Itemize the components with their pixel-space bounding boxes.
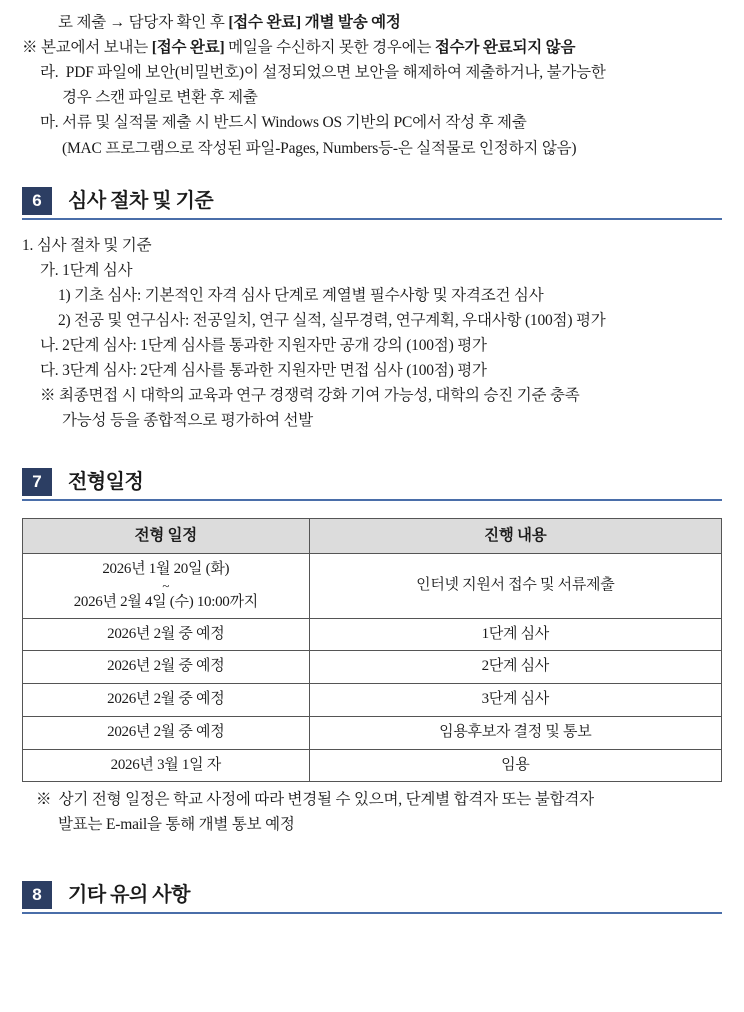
table-header-row	[23, 518, 722, 553]
table-body	[23, 554, 722, 782]
schedule-date-line: 2026년 2월 중 예정	[107, 723, 225, 740]
text-line	[22, 233, 722, 258]
schedule-content-cell: 2단계 심사	[309, 651, 721, 684]
schedule-note	[22, 787, 722, 837]
text-line	[58, 812, 722, 837]
text-line	[40, 60, 722, 85]
text-line	[40, 110, 722, 135]
schedule-date-line: 2026년 2월 중 예정	[107, 625, 225, 642]
plain-text: ※ 상기 전형 일정은 학교 사정에 따라 변경될 수 있으며, 단계별 합격자 또는 불합격자	[36, 791, 594, 809]
plain-text: 경우 스캔 파일로 변환 후 제출	[62, 89, 258, 107]
text-line	[40, 333, 722, 358]
schedule-date-line: ~	[162, 578, 170, 594]
section-divider	[22, 218, 722, 220]
section-heading-8	[22, 881, 722, 917]
section-number-badge: 8	[22, 881, 52, 909]
plain-text: 2) 전공 및 연구심사: 전공일치, 연구 실적, 실무경력, 연구계획, 우대사항 (100점) 평가	[58, 311, 606, 329]
text-line	[62, 136, 722, 161]
schedule-table	[22, 518, 722, 783]
schedule-date-cell	[23, 716, 310, 749]
schedule-date-line: 2026년 2월 4일 (수) 10:00까지	[73, 594, 258, 611]
plain-text: 나. 2단계 심사: 1단계 심사를 통과한 지원자만 공개 강의 (100점) 평가	[40, 337, 487, 355]
text-line	[58, 308, 722, 333]
section6-body	[22, 233, 722, 434]
text-line	[62, 85, 722, 110]
text-line	[58, 10, 722, 35]
schedule-content-cell: 임용	[309, 749, 721, 782]
table-header-cell: 진행 내용	[309, 518, 721, 553]
section-number-badge: 7	[22, 468, 52, 496]
plain-text: ※ 본교에서 보내는	[22, 39, 152, 57]
schedule-date-line: 2026년 1월 20일 (화)	[102, 561, 230, 577]
emphasis-text: 개별 발송 예정	[304, 14, 401, 31]
section-divider	[22, 912, 722, 914]
text-line	[36, 787, 722, 812]
section-divider	[22, 499, 722, 501]
plain-text: 가. 1단계 심사	[40, 261, 133, 279]
schedule-content-cell: 인터넷 지원서 접수 및 서류제출	[309, 554, 721, 619]
plain-text: 마. 서류 및 실적물 제출 시 반드시 Windows OS 기반의 PC에서 작성 후 제출	[40, 114, 527, 132]
schedule-date-cell	[23, 749, 310, 782]
text-line	[62, 408, 722, 433]
emphasis-text: 접수가 완료되지 않음	[434, 39, 576, 57]
schedule-date-cell	[23, 684, 310, 717]
section-heading-7	[22, 468, 722, 504]
text-line	[40, 358, 722, 383]
plain-text: (MAC 프로그램으로 작성된 파일-Pages, Numbers등-은 실적물로 인정하지 않음)	[62, 139, 577, 157]
schedule-content-cell: 1단계 심사	[309, 618, 721, 651]
table-row	[23, 618, 722, 651]
top-text-block	[22, 10, 722, 161]
plain-text: 가능성 등을 종합적으로 평가하여 선발	[62, 412, 314, 430]
section-heading-6	[22, 187, 722, 223]
plain-text: 에는	[401, 39, 435, 57]
plain-text: 메일을 수신하지 못한 경우	[224, 39, 402, 57]
table-row	[23, 554, 722, 619]
plain-text: 발표는 E-mail을 통해 개별 통보 예정	[58, 816, 295, 834]
schedule-content-cell: 3단계 심사	[309, 684, 721, 717]
table-row	[23, 684, 722, 717]
text-line	[40, 258, 722, 283]
schedule-date-cell	[23, 651, 310, 684]
schedule-date-line: 2026년 3월 1일 자	[110, 756, 221, 773]
schedule-date-line: 2026년 2월 중 예정	[107, 658, 225, 675]
plain-text: 1. 심사 절차 및 기준	[22, 236, 152, 254]
schedule-content-cell: 임용후보자 결정 및 통보	[309, 716, 721, 749]
emphasis-text: [접수 완료]	[151, 39, 225, 57]
plain-text: 다. 3단계 심사: 2단계 심사를 통과한 지원자만 면접 심사 (100점) 평가	[40, 362, 487, 380]
schedule-date-line: 2026년 2월 중 예정	[107, 691, 225, 707]
schedule-date-cell	[23, 554, 310, 619]
plain-text: ※ 최종면접 시 대학의 교육과 연구 경쟁력 강화 기여 가능성, 대학의 승진 기준 충족	[40, 387, 580, 405]
text-line	[22, 35, 722, 60]
section-title: 전형일정	[68, 470, 144, 493]
emphasis-text: [접수 완료]	[228, 14, 302, 31]
text-line	[40, 383, 722, 408]
section-title: 심사 절차 및 기준	[68, 189, 214, 212]
text-line	[58, 283, 722, 308]
table-header-cell: 전형 일정	[23, 518, 310, 553]
plain-text: 라. PDF 파일에 보안(비밀번호)이 설정되었으면 보안을 해제하여 제출하거나, 불가능한	[40, 64, 606, 82]
plain-text: 1) 기초 심사: 기본적인 자격 심사 단계로 계열별 필수사항 및 자격조건 심사	[58, 286, 544, 304]
section-title: 기타 유의 사항	[68, 884, 190, 907]
schedule-date-cell	[23, 618, 310, 651]
table-row	[23, 651, 722, 684]
plain-text: 로 제출 → 담당자 확인 후	[58, 14, 229, 31]
table-row	[23, 716, 722, 749]
section-number-badge: 6	[22, 187, 52, 215]
table-row	[23, 749, 722, 782]
